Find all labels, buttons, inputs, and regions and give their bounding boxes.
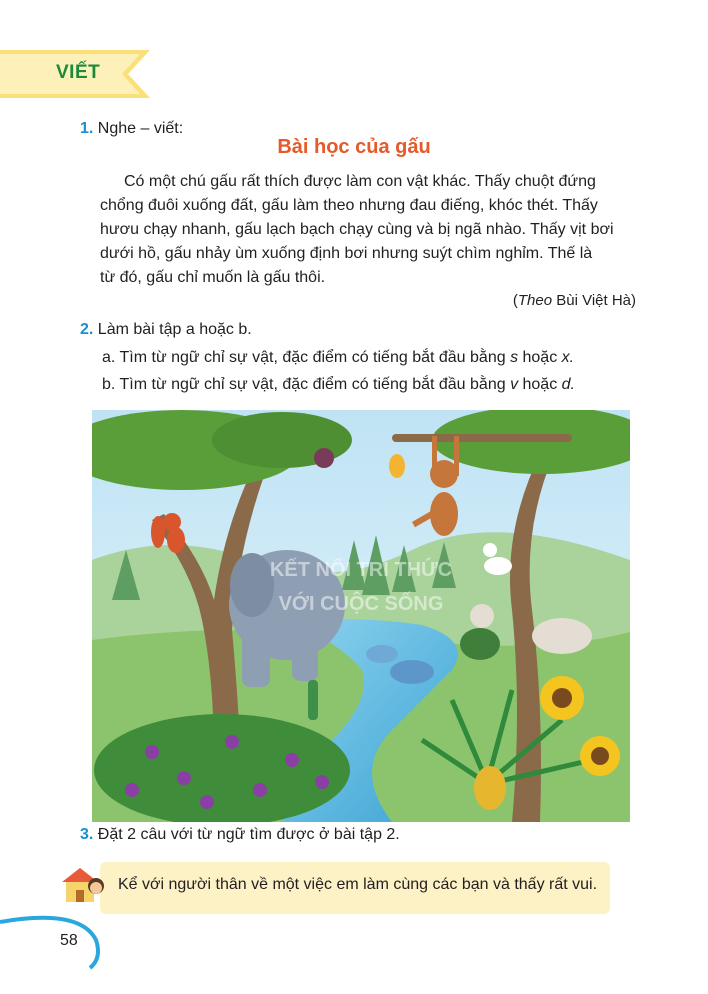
exercise-2-instruction: Làm bài tập a hoặc b. [97,321,252,338]
page-number: 58 [60,932,78,949]
exercise-3-instruction: Đặt 2 câu với từ ngữ tìm được ở bài tập 2. [97,826,400,843]
source-paren: ( [512,292,518,309]
exercise-2b-letter: d. [561,376,575,393]
story-source [513,292,636,309]
watermark-line: VỚI CUỘC SỐNG [278,593,444,615]
story-line: chổng đuôi xuống đất, gấu làm theo nhưng đau điếng, khóc thét. Thấy [100,197,598,214]
story-line: từ đó, gấu chỉ muốn là gấu thôi. [100,269,326,286]
exercise-3-heading [80,823,400,846]
home-task-text: Kể với người thân về một việc em làm cùng các bạn và thấy rất vui. [118,876,598,893]
story-line: dưới hồ, gấu nhảy ùm xuống định bơi nhưng suýt chìm nghỉm. Thế là [100,245,593,262]
exercise-2a-text: a. Tìm từ ngữ chỉ sự vật, đặc điểm có tiếng bắt đầu bằng [102,349,511,366]
house-icon [58,864,106,904]
story-line: hươu chạy nhanh, gấu lạch bạch chạy cùng và bị ngã nhào. Thấy vịt bơi [100,221,614,238]
exercise-2a-letter: s [510,349,519,366]
exercise-2b-text: b. Tìm từ ngữ chỉ sự vật, đặc điểm có tiếng bắt đầu bằng [102,376,511,393]
source-author: Bùi Việt Hà) [556,292,636,309]
story-line: Có một chú gấu rất thích được làm con vật khác. Thấy chuột đứng [124,173,596,190]
page-corner-arc [0,900,110,970]
exercise-2a-or: hoặc [518,349,562,366]
exercise-2b-or: hoặc [518,376,562,393]
exercise-2-heading [80,318,252,341]
exercise-1-instruction: Nghe – viết: [97,120,184,137]
exercise-2b [102,373,575,396]
section-label: VIẾT [56,62,101,83]
jungle-illustration [92,410,630,822]
exercise-2b-letter: v [510,376,519,393]
exercise-2a-letter: x. [561,349,575,366]
exercise-2-number: 2. [80,321,94,338]
exercise-2a [102,346,574,369]
exercise-1-number: 1. [80,120,94,137]
story-paragraph [100,170,634,290]
watermark-line: KẾT NỐI TRI THỨC [269,559,453,581]
exercise-3-number: 3. [80,826,94,843]
source-prefix: Theo [517,292,553,309]
story-title: Bài học của gấu [277,136,431,158]
